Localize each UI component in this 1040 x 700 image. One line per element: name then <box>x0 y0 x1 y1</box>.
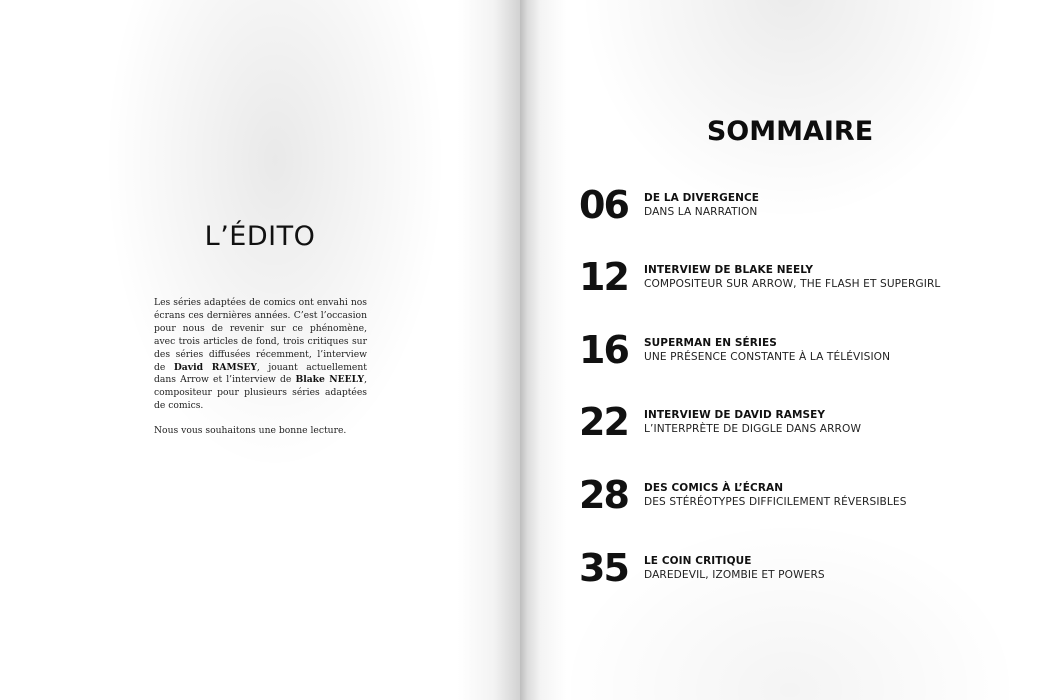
edito-closing: Nous vous souhaitons une bonne lecture. <box>154 425 347 437</box>
toc-page-number: 22 <box>579 400 628 444</box>
toc-entry[interactable] <box>579 399 1019 447</box>
edito-body <box>154 297 367 438</box>
toc-heading: SUPERMAN EN SÉRIES <box>644 337 777 349</box>
toc-subtitle: DAREDEVIL, IZOMBIE ET POWERS <box>644 569 825 581</box>
toc-heading: DES COMICS À L’ÉCRAN <box>644 482 784 494</box>
right-page <box>520 0 1040 700</box>
toc-entry[interactable] <box>579 545 1019 593</box>
toc-subtitle: DANS LA NARRATION <box>644 206 758 218</box>
edito-name-ramsey: David RAMSEY <box>173 361 257 373</box>
toc-subtitle: COMPOSITEUR SUR ARROW, THE FLASH ET SUPERGIRL <box>644 278 941 290</box>
toc-entry[interactable] <box>579 182 1019 230</box>
toc-text <box>644 191 1024 220</box>
toc-subtitle: DES STÉRÉOTYPES DIFFICILEMENT RÉVERSIBLES <box>644 496 907 508</box>
toc-page-number: 12 <box>579 255 628 299</box>
edito-name-neely: Blake NEELY <box>295 374 365 386</box>
sommaire-title: SOMMAIRE <box>706 116 874 147</box>
toc-page-number: 35 <box>579 546 628 590</box>
toc-subtitle: L’INTERPRÈTE DE DIGGLE DANS ARROW <box>644 423 862 435</box>
toc-text <box>644 336 1024 365</box>
toc-entry[interactable] <box>579 472 1019 520</box>
toc-text <box>644 481 1024 510</box>
toc-page-number: 16 <box>579 328 628 372</box>
toc-heading: INTERVIEW DE BLAKE NEELY <box>644 264 814 276</box>
toc-text <box>644 408 1024 437</box>
toc-page-number: 28 <box>579 473 628 517</box>
toc-heading: INTERVIEW DE DAVID RAMSEY <box>644 409 826 421</box>
toc-text <box>644 263 1024 292</box>
toc-text <box>644 554 1024 583</box>
toc-entry[interactable] <box>579 254 1019 302</box>
toc-entry[interactable] <box>579 327 1019 375</box>
toc-subtitle: UNE PRÉSENCE CONSTANTE À LA TÉLÉVISION <box>644 351 891 363</box>
toc-heading: LE COIN CRITIQUE <box>644 555 752 567</box>
edito-paragraph: Les séries adaptées de comics ont envahi nos écrans ces dernières années. C’est l’occasion pour nous de revenir sur ce phénomène, avec trois articles de fond, trois critiques sur des séries diffusées récemment, l’interview de David RAMSEY, jouant actuellement dans Arrow et l’interview de Blake NEELY, compositeur pour plusieurs séries adaptées de comics. <box>154 297 367 412</box>
toc-page-number: 06 <box>579 183 628 227</box>
toc-heading: DE LA DIVERGENCE <box>644 192 760 204</box>
edito-title: L’ÉDITO <box>204 221 316 252</box>
